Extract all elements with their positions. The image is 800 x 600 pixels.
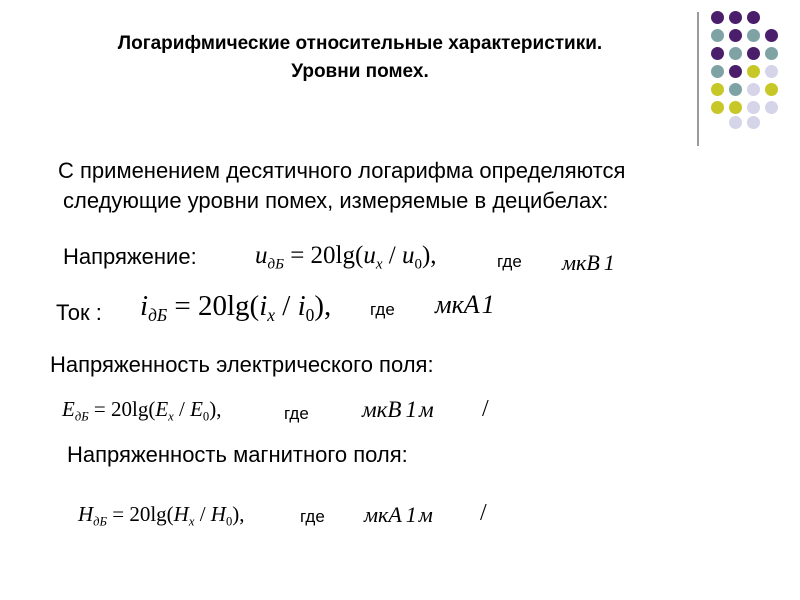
intro-line-2: следующие уровни помех, измеряемые в децибелах: bbox=[63, 188, 609, 213]
hfield-where: где bbox=[300, 507, 325, 526]
efield-formula: $E_{дБ} = 20\lg(E_x / E_0)$, bbox=[62, 397, 222, 424]
voltage-where: где bbox=[497, 252, 522, 271]
efield-slash: / bbox=[482, 396, 489, 422]
efield-where: где bbox=[284, 404, 309, 423]
efield-label: Напряженность электрического поля: bbox=[50, 352, 434, 377]
voltage-unit: мкВ 1 bbox=[562, 250, 615, 275]
intro-line-1: С применением десятичного логарифма определяются bbox=[58, 158, 626, 183]
current-formula: $i_{дБ} = 20\lg(i_x / i_0)$, bbox=[140, 290, 332, 326]
efield-unit: мкВ 1м bbox=[362, 397, 434, 422]
decorative-divider bbox=[697, 12, 699, 146]
title-line-2: Уровни помех. bbox=[291, 61, 429, 82]
current-label: Ток : bbox=[56, 300, 102, 325]
current-unit: мкА1 bbox=[435, 290, 495, 319]
hfield-slash: / bbox=[480, 500, 487, 526]
slide-title bbox=[40, 30, 680, 86]
current-where: где bbox=[370, 300, 395, 319]
hfield-label: Напряженность магнитного поля: bbox=[67, 442, 408, 467]
hfield-unit: мкА 1м bbox=[364, 502, 433, 527]
title-line-1: Логарифмические относительные характеристики. bbox=[117, 33, 603, 54]
hfield-formula: $H_{дБ} = 20\lg(H_x / H_0)$, bbox=[78, 502, 245, 529]
voltage-formula: $u_{дБ} = 20\lg(u_x / u_0)$, bbox=[255, 242, 437, 273]
voltage-label: Напряжение: bbox=[63, 244, 197, 269]
